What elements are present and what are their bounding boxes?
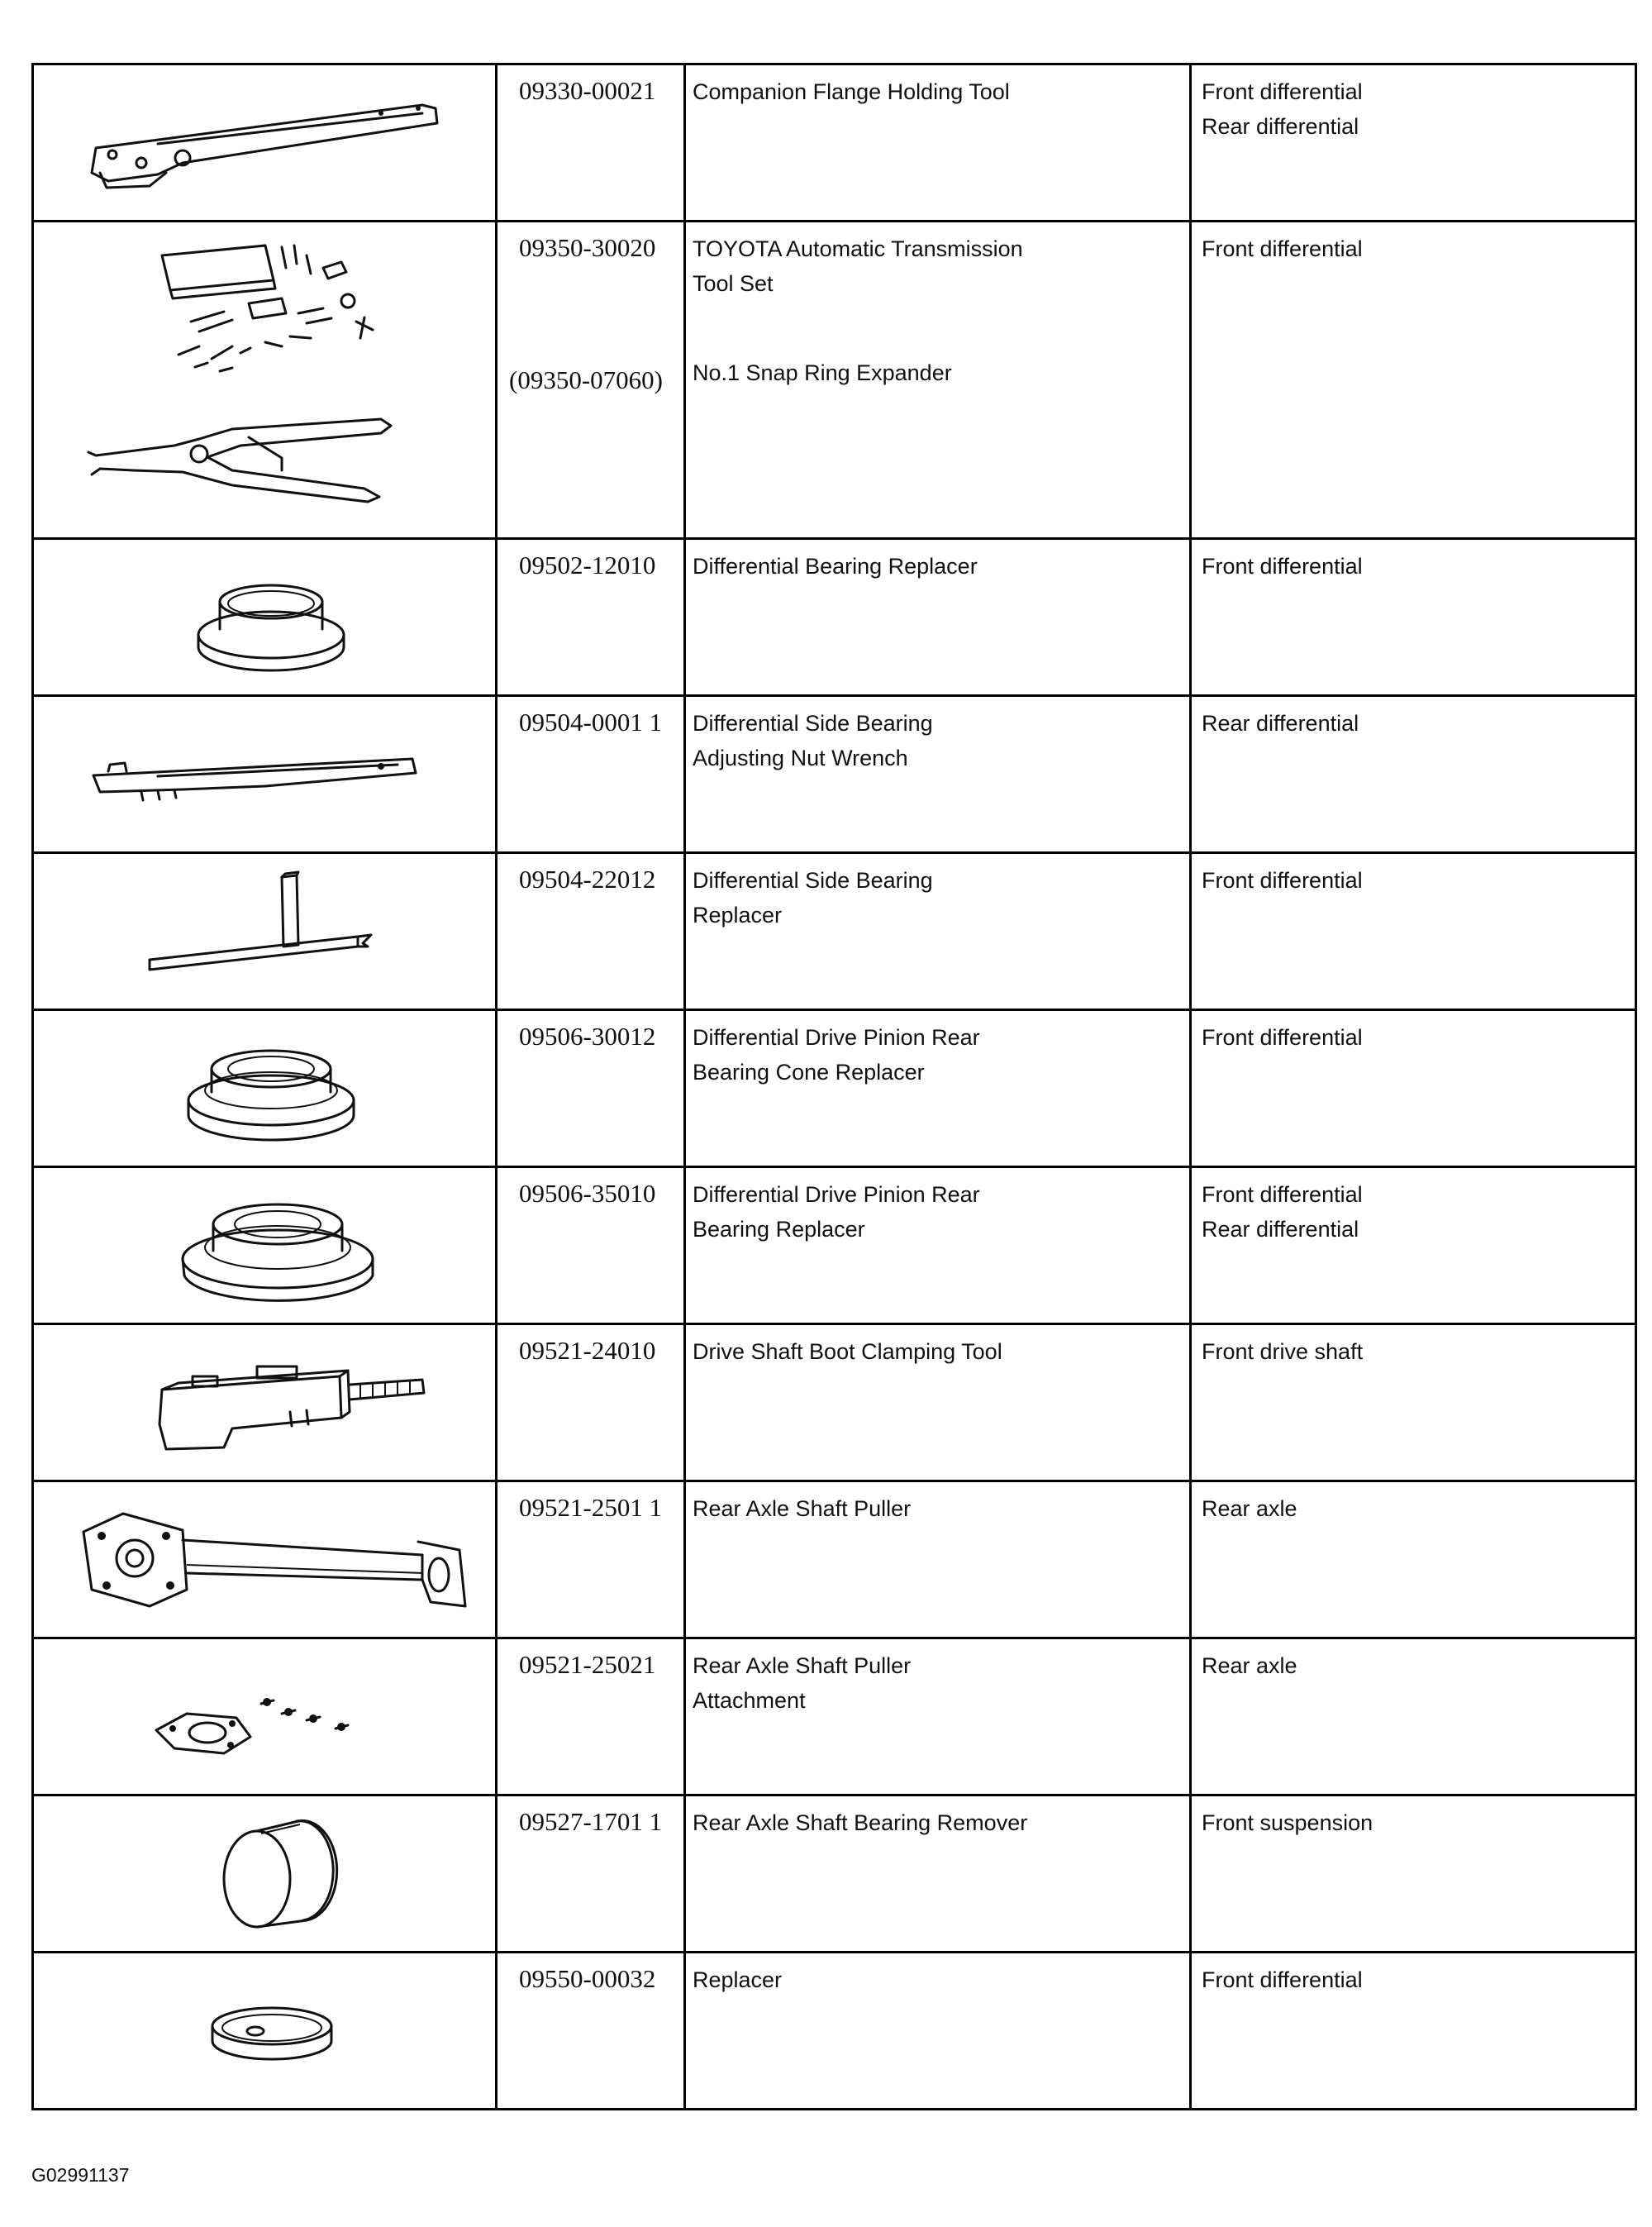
puller-attachment-icon xyxy=(34,1639,495,1794)
part-number: 09330-00021 xyxy=(519,76,656,105)
sub-tool-name: No.1 Snap Ring Expander xyxy=(693,360,952,385)
tool-name: Differential Bearing Replacer xyxy=(693,554,978,579)
table-row xyxy=(33,222,1636,539)
figure-id: G02991137 xyxy=(31,2164,130,2186)
table-row xyxy=(33,696,1636,853)
tool-name: Rear Axle Shaft Puller Attachment xyxy=(693,1653,912,1713)
table-row xyxy=(33,1481,1636,1638)
tool-illustration-cell xyxy=(33,853,497,1010)
tool-illustration-cell xyxy=(33,64,497,222)
tool-illustration-cell xyxy=(33,539,497,696)
application: Rear axle xyxy=(1202,1496,1297,1521)
pinion-bearing-replacer-icon xyxy=(34,1168,495,1323)
part-number: 09350-30020 xyxy=(519,233,656,262)
table-row xyxy=(33,1010,1636,1167)
tool-illustration-cell xyxy=(33,1795,497,1953)
tool-name: Differential Side Bearing Adjusting Nut Wrench xyxy=(693,711,933,770)
application: Front differential xyxy=(1202,554,1363,579)
tool-name: TOYOTA Automatic Transmission Tool Set No.1 Snap Ring Expander xyxy=(686,222,1189,390)
table-row xyxy=(33,1953,1636,2110)
tool-illustration-cell xyxy=(33,1010,497,1167)
tool-name: Rear Axle Shaft Puller xyxy=(693,1496,912,1521)
tool-name: Differential Drive Pinion Rear Bearing Replacer xyxy=(693,1182,980,1242)
bearing-remover-cup-icon xyxy=(34,1796,495,1951)
replacer-disc-icon xyxy=(34,1953,495,2108)
part-number: 09550-00032 xyxy=(519,1964,656,1993)
tool-name: Differential Side Bearing Replacer xyxy=(693,868,933,928)
adjusting-nut-wrench-icon xyxy=(34,697,495,851)
part-number: 09527-1701 1 xyxy=(519,1807,663,1836)
snap-ring-expander-icon xyxy=(88,419,391,502)
part-number: 09506-30012 xyxy=(519,1022,656,1051)
application: Rear differential xyxy=(1202,711,1359,736)
tool-name: Companion Flange Holding Tool xyxy=(693,79,1010,104)
table-row xyxy=(33,853,1636,1010)
transmission-tool-set-icon xyxy=(162,246,373,371)
part-number: 09502-12010 xyxy=(519,551,656,579)
part-number: 09521-24010 xyxy=(519,1336,656,1365)
application: Front differential Rear differential xyxy=(1202,79,1363,139)
table-row xyxy=(33,1795,1636,1953)
tool-name: Rear Axle Shaft Bearing Remover xyxy=(693,1810,1028,1835)
application: Front differential Rear differential xyxy=(1202,1182,1363,1242)
application: Front differential xyxy=(1202,868,1363,893)
application: Front differential xyxy=(1202,1967,1363,1992)
part-number: 09504-22012 xyxy=(519,865,656,894)
companion-flange-holding-tool-icon xyxy=(34,65,495,220)
tool-name: Drive Shaft Boot Clamping Tool xyxy=(693,1339,1002,1364)
tool-illustration-cell xyxy=(33,1481,497,1638)
axle-shaft-puller-icon xyxy=(34,1482,495,1637)
tool-illustration-cell xyxy=(33,1324,497,1481)
application: Front suspension xyxy=(1202,1810,1373,1835)
application: Front differential xyxy=(1202,1025,1363,1050)
table-row xyxy=(33,64,1636,222)
application: Front drive shaft xyxy=(1202,1339,1364,1364)
tool-illustration-cell xyxy=(33,222,497,539)
boot-clamping-tool-icon xyxy=(34,1325,495,1480)
tool-illustration-cell xyxy=(33,1638,497,1795)
application: Front differential xyxy=(1202,236,1363,261)
application: Rear axle xyxy=(1202,1653,1297,1678)
part-number: 09521-2501 1 xyxy=(519,1493,663,1522)
side-bearing-replacer-icon xyxy=(34,854,495,1009)
part-number: 09504-0001 1 xyxy=(519,708,663,737)
tool-name: Differential Drive Pinion Rear Bearing Cone Replacer xyxy=(693,1025,980,1085)
special-service-tools-table xyxy=(31,63,1637,2110)
tool-illustration-cell xyxy=(33,1167,497,1324)
table-row xyxy=(33,1167,1636,1324)
part-number: 09506-35010 xyxy=(519,1179,656,1208)
table-row xyxy=(33,539,1636,696)
table-row xyxy=(33,1324,1636,1481)
tool-name: Replacer xyxy=(693,1967,783,1992)
bearing-cone-replacer-icon xyxy=(34,1011,495,1166)
part-number: 09521-25021 xyxy=(519,1650,656,1679)
bearing-replacer-ring-icon xyxy=(34,540,495,694)
sub-part-number: (09350-07060) xyxy=(509,365,663,394)
tool-illustration-cell xyxy=(33,696,497,853)
tool-illustration-cell xyxy=(33,1953,497,2110)
table-row xyxy=(33,1638,1636,1795)
